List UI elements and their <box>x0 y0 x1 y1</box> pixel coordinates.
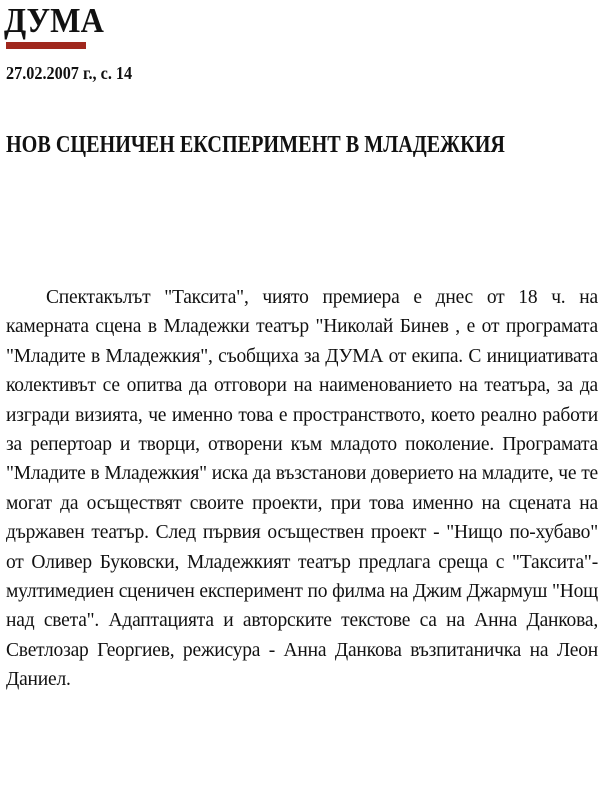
logo-text: ДУМА <box>4 1 104 40</box>
article-body: Спектакълът "Таксита", чиято премиера е днес от 18 ч. на камерната сцена в Младежки театър "Николай Бинев , е от програмата "Младите в Младежкия", съобщиха за ДУМА от екипа. С инициативата колективът се опитва да отговори на наименованието на театъра, за да изгради визията, че именно това е пространството, което реално работи за репертоар и творци, отворени към младото поколение. Програмата "Младите в Младежкия" иска да възстанови доверието на младите, че те могат да осъществят своите проекти, при това именно на сцената на държавен театър. След първия осъществен проект - "Нищо по-хубаво" от Оливер Буковски, Младежкият театър предлага среща с "Таксита"- мултимедиен сценичен експеримент по филма на Джим Джармуш "Нощ над света". Адаптацията и авторските текстове са на Анна Данкова, Светлозар Георгиев, режисура - Анна Данкова възпитаничка на Леон Даниел. <box>6 287 598 691</box>
newspaper-logo <box>4 1 104 56</box>
article-headline: НОВ СЦЕНИЧЕН ЕКСПЕРИМЕНТ В МЛАДЕЖКИЯ <box>6 132 505 158</box>
logo-underline-bar <box>6 42 86 49</box>
publication-dateline: 27.02.2007 г., с. 14 <box>6 63 133 83</box>
